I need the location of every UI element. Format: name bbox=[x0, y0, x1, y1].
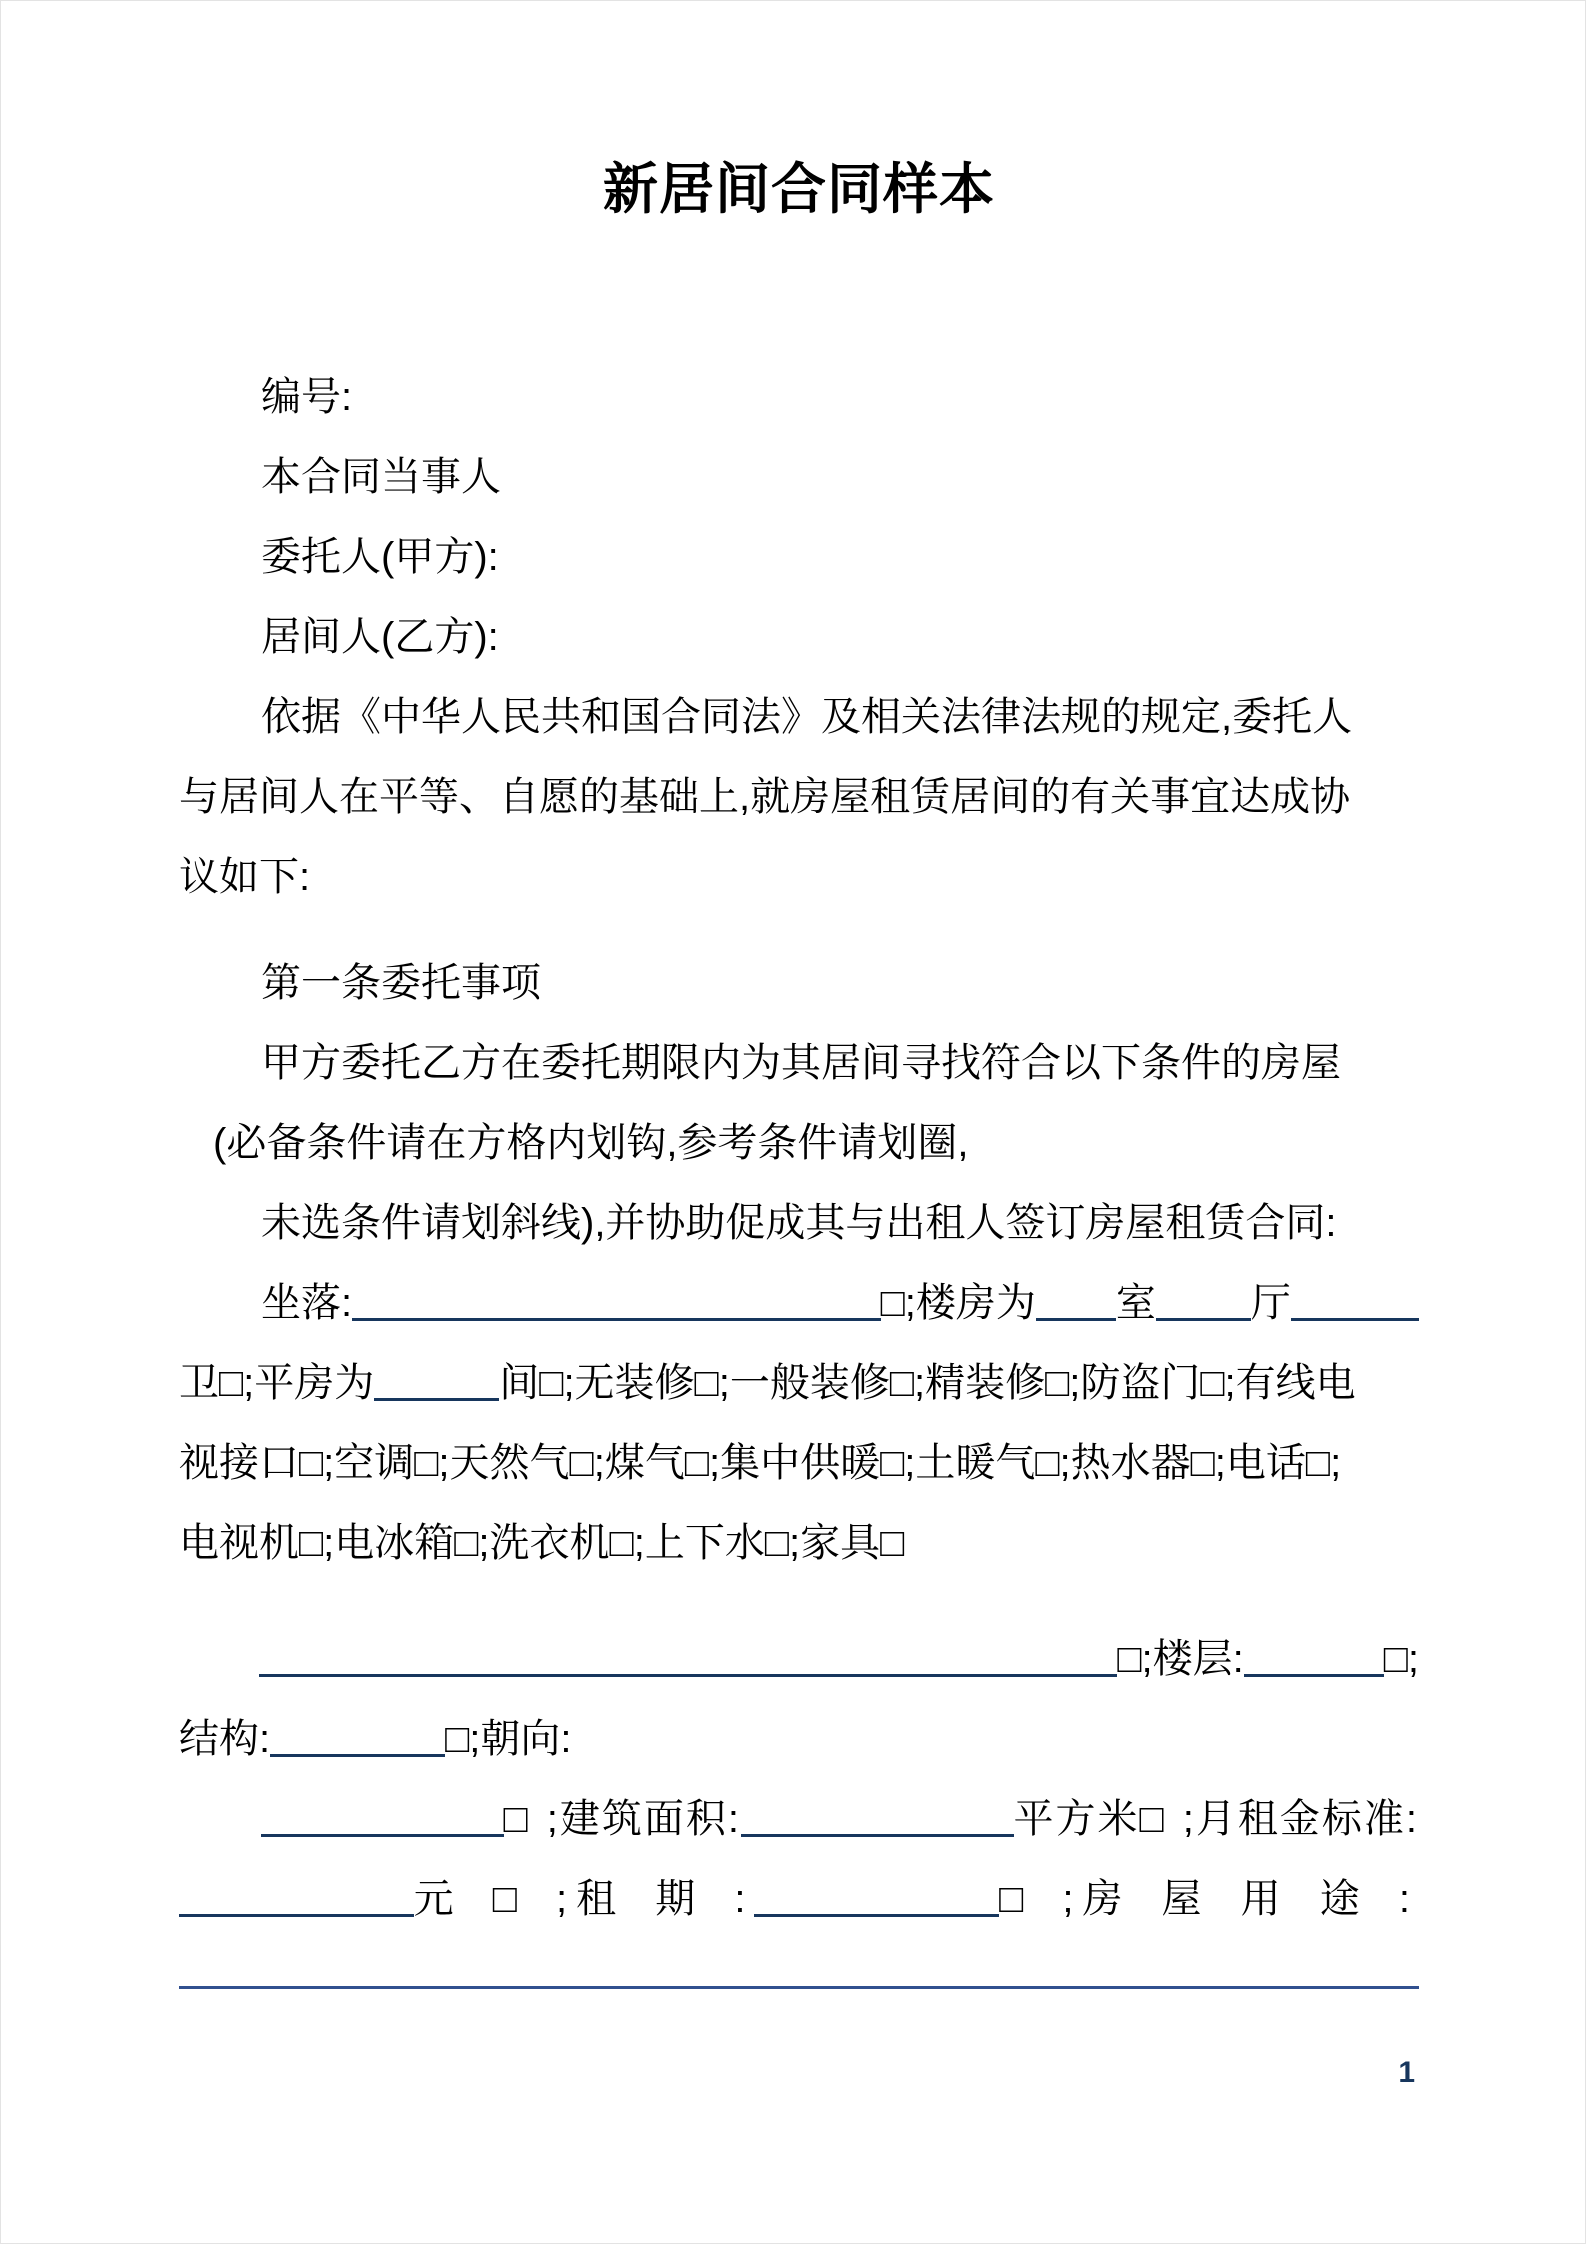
blank-field bbox=[270, 1699, 445, 1757]
text-run: □ ;房 屋 用 途 : bbox=[999, 1877, 1420, 1921]
document-line bbox=[179, 437, 1419, 517]
text-run: 结构: bbox=[179, 1717, 271, 1761]
text-run: 编号: bbox=[261, 375, 353, 419]
text-run: □;朝向: bbox=[445, 1717, 572, 1761]
blank-field bbox=[1244, 1619, 1384, 1677]
document-line bbox=[179, 517, 1419, 597]
document-line bbox=[179, 1263, 1419, 1343]
text-run: 甲方委托乙方在委托期限内为其居间寻找符合以下条件的房屋 bbox=[261, 1041, 1341, 1085]
text-run: 依据《中华人民共和国合同法》及相关法律法规的规定,委托人 bbox=[261, 695, 1353, 739]
text-run: 居间人(乙方): bbox=[261, 615, 499, 659]
text-run: 与居间人在平等、自愿的基础上,就房屋租赁居间的有关事宜达成协 bbox=[179, 775, 1351, 819]
document-line bbox=[179, 757, 1419, 837]
document-line bbox=[179, 1103, 1419, 1183]
document-line bbox=[179, 1779, 1419, 1859]
text-run: □;楼房为 bbox=[880, 1281, 1036, 1325]
text-run: 坐落: bbox=[261, 1281, 353, 1325]
text-run: 本合同当事人 bbox=[261, 455, 501, 499]
blank-field bbox=[741, 1779, 1014, 1837]
page-title: 新居间合同样本 bbox=[602, 158, 995, 220]
document-line bbox=[179, 1423, 1419, 1503]
page-number: 1 bbox=[1398, 2056, 1415, 2089]
text-run: 视接口□;空调□;天然气□;煤气□;集中供暖□;土暖气□;热水器□;电话□; bbox=[179, 1441, 1342, 1485]
text-run: 卫□;平房为 bbox=[179, 1361, 375, 1405]
document-line bbox=[179, 837, 1419, 917]
document-line bbox=[179, 1503, 1419, 1583]
text-run: 第一条委托事项 bbox=[261, 961, 541, 1005]
text-run: 电视机□;电冰箱□;洗衣机□;上下水□;家具□ bbox=[179, 1521, 905, 1565]
text-run: 间□;无装修□;一般装修□;精装修□;防盗门□;有线电 bbox=[499, 1361, 1356, 1405]
blank-field bbox=[1291, 1263, 1419, 1321]
blank-field bbox=[754, 1859, 999, 1917]
document-line bbox=[179, 1859, 1419, 1939]
text-run: 委托人(甲方): bbox=[261, 535, 499, 579]
text-run: 元 □ ;租 期 : bbox=[413, 1877, 755, 1921]
text-run: 议如下: bbox=[179, 855, 311, 899]
text-run: □; bbox=[1383, 1637, 1419, 1681]
document-line bbox=[179, 677, 1419, 757]
document-line bbox=[179, 1023, 1419, 1103]
text-run: (必备条件请在方格内划钩,参考条件请划圈, bbox=[213, 1121, 969, 1165]
text-run: 厅 bbox=[1250, 1281, 1291, 1325]
text-run: 平方米□ ;月租金标准: bbox=[1013, 1797, 1419, 1841]
blank-field bbox=[352, 1263, 881, 1321]
blank-field bbox=[1036, 1263, 1116, 1321]
blank-field bbox=[179, 1859, 414, 1917]
document-line bbox=[179, 1183, 1419, 1263]
blank-field bbox=[259, 1619, 1117, 1677]
text-run: 室 bbox=[1115, 1281, 1156, 1325]
document-line bbox=[179, 357, 1419, 437]
document-content bbox=[1, 149, 1585, 2011]
document-line bbox=[179, 1931, 1419, 2011]
blank-field bbox=[261, 1779, 504, 1837]
document-line bbox=[179, 1619, 1419, 1699]
document-line bbox=[179, 943, 1419, 1023]
blank-field bbox=[374, 1343, 499, 1401]
text-run: □ ;建筑面积: bbox=[503, 1797, 741, 1841]
document-body bbox=[179, 357, 1419, 2011]
document-line bbox=[179, 1699, 1419, 1779]
document-line bbox=[179, 1343, 1419, 1423]
blank-field bbox=[1156, 1263, 1251, 1321]
text-run: □;楼层: bbox=[1117, 1637, 1244, 1681]
text-run: 未选条件请划斜线),并协助促成其与出租人签订房屋租赁合同: bbox=[261, 1201, 1337, 1245]
document-line bbox=[179, 597, 1419, 677]
blank-field bbox=[179, 1931, 1419, 1989]
